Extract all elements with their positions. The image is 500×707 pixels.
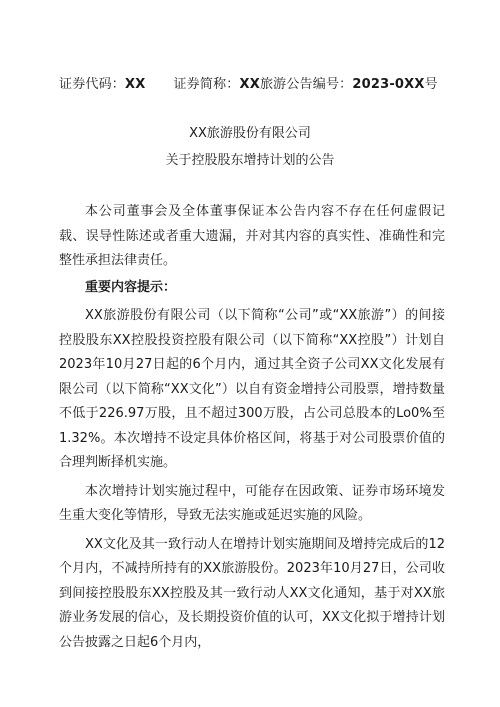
stock-abbr-label: 证券简称：: [173, 77, 240, 92]
key-content-heading: 重要内容提示：: [85, 279, 177, 295]
announcement-number-suffix: 号: [424, 77, 438, 92]
increase-plan-paragraph: XX旅游股份有限公司（以下简称“公司”或“XX旅游”）的间接控股股东XX控股投资控股有限公司（以下简称“XX控股”）计划自2023年10月27日起的6个月内，通过其全资子公司XX文化发展有限公司（以下简称“XX文化”）以自有资金增持公司股票，增持数量不低于226.97万股，且不超过300万股，占公司总股本的Lo0%至1.32%。本次增持不设定具体价格区间，将基于对公司股票价值的合理判断择机实施。: [59, 308, 445, 470]
risk-paragraph: 本次增持计划实施过程中，可能存在因政策、证券市场环境发生重大变化等情形，导致无法实施或延迟实施的风险。: [59, 483, 445, 523]
stock-code-value: XX: [125, 77, 146, 92]
company-name-title: XX旅游股份有限公司: [189, 126, 311, 141]
stock-code-label: 证券代码：: [59, 77, 126, 92]
stock-abbr-value: XX: [239, 77, 260, 92]
board-statement: 本公司董事会及全体董事保证本公告内容不存在任何虚假记载、误导性陈述或者重大遗漏，并对其内容的真实性、准确性和完整性承担法律责任。: [59, 204, 445, 268]
announcement-number-label: 旅游公告编号：: [259, 77, 353, 92]
announcement-header: [59, 73, 470, 92]
announcement-subject-title: 关于控股股东增持计划的公告: [165, 153, 335, 168]
announcement-body: [59, 200, 445, 655]
lockup-paragraph: XX文化及其一致行动人在增持计划实施期间及增持完成后的12个月内，不减持所持有的XX旅游股份。2023年10月27日，公司收到间接控股股东XX控股及其一致行动人XX文化通知，基于对XX旅游业务发展的信心，及长期投资价值的认可，XX文化拟于增持计划公告披露之日起6个月内，: [59, 536, 445, 650]
announcement-number-value: 2023-0XX: [352, 77, 425, 92]
